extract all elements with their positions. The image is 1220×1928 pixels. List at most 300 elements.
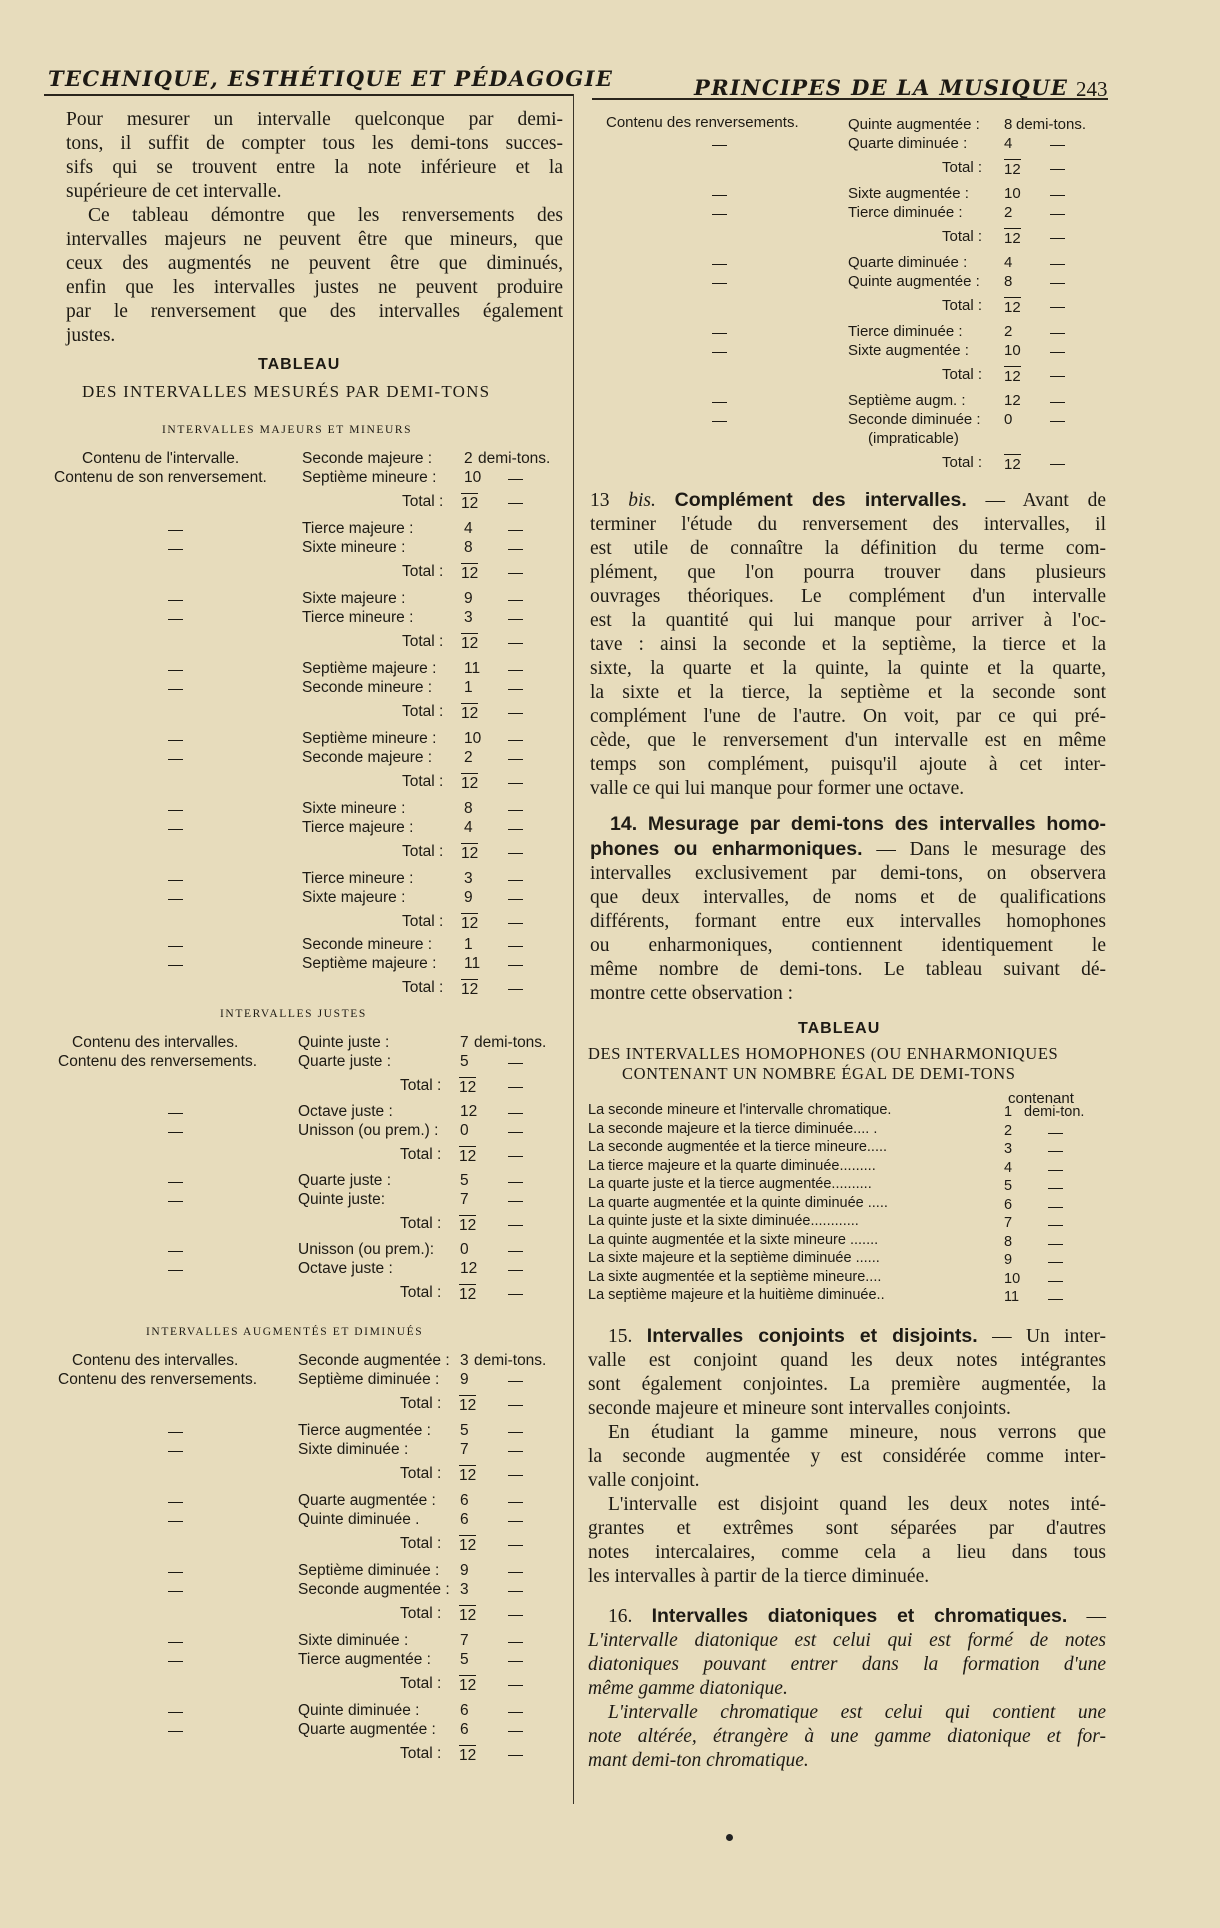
ditto-dash [508, 783, 523, 784]
interval-semitones: 5 [460, 1053, 469, 1070]
interval-name: Octave juste : [298, 1260, 393, 1277]
intro-paragraph [66, 108, 563, 348]
interval-name: Sixte mineure : [302, 800, 406, 817]
interval-semitones: 8 [1004, 273, 1013, 290]
interval-name: Tierce diminuée : [848, 323, 963, 340]
header-rule-left [44, 94, 574, 96]
ditto-dash [508, 1182, 523, 1183]
total-label: Total : [402, 773, 444, 790]
interval-name: Seconde diminuée : [848, 411, 981, 428]
homophone-pair: La sixte majeure et la septième diminuée ...... [588, 1250, 880, 1266]
section-number: 15. [608, 1326, 633, 1347]
homophone-pair: La seconde mineure et l'intervalle chromatique. [588, 1102, 892, 1118]
ditto-dash [508, 1591, 523, 1592]
ditto-dash [1048, 1188, 1063, 1189]
interval-name: Unisson (ou prem.): [298, 1241, 435, 1258]
ditto-dash [508, 549, 523, 550]
total-label: Total : [402, 493, 444, 510]
ditto-dash [1050, 169, 1065, 170]
total-value: 12 [459, 1607, 477, 1624]
interval-semitones: 3 [460, 1581, 469, 1598]
interval-name: Septième mineure : [302, 730, 437, 747]
ditto-dash [1050, 214, 1065, 215]
ditto-dash [508, 619, 523, 620]
ditto-dash [168, 880, 183, 881]
ditto-dash [508, 503, 523, 504]
ditto-dash [508, 1755, 523, 1756]
interval-name: Seconde mineure : [302, 936, 433, 953]
ditto-dash [508, 530, 523, 531]
interval-semitones: 10 [1004, 342, 1021, 359]
text-fragment: — Dans le mesurage des [876, 839, 1107, 860]
interval-semitones: 10 [1004, 185, 1021, 202]
interval-semitones: 4 [464, 819, 473, 836]
ditto-dash [168, 600, 183, 601]
text-line: même nombre de demi-tons. Le tableau suivant dé- [590, 959, 1106, 980]
ditto-dash [508, 1572, 523, 1573]
ditto-dash [508, 1156, 523, 1157]
interval-name: Quarte juste : [298, 1172, 392, 1189]
homophone-pair: La quinte juste et la sixte diminuée............ [588, 1213, 859, 1229]
total-label: Total : [400, 1465, 442, 1482]
label-contenu-renversement: Contenu des renversements. [58, 1053, 258, 1070]
homophone-pair: La quarte augmentée et la quinte diminuée ..... [588, 1194, 888, 1211]
interval-name: Seconde majeure : [302, 749, 433, 766]
interval-name: Quarte juste : [298, 1053, 392, 1070]
interval-name: Sixte diminuée : [298, 1441, 409, 1458]
demi-tons-label: demi-tons. [478, 450, 551, 467]
ditto-dash [508, 740, 523, 741]
ditto-dash [168, 740, 183, 741]
interval-name: Quinte juste : [298, 1034, 390, 1051]
section-15 [588, 1324, 1106, 1589]
ditto-dash [1050, 264, 1065, 265]
text-line: L'intervalle est disjoint quand les deux notes inté- [608, 1494, 1106, 1515]
semitone-count: 9 [1004, 1252, 1013, 1268]
ditto-dash [712, 145, 727, 146]
interval-semitones: 12 [460, 1103, 478, 1120]
ditto-dash [1048, 1170, 1063, 1171]
ditto-dash [508, 670, 523, 671]
ditto-dash [508, 1113, 523, 1114]
text-line [608, 1604, 1106, 1629]
total-label: Total : [400, 1745, 442, 1762]
ditto-dash [168, 1201, 183, 1202]
ditto-dash [168, 1642, 183, 1643]
ditto-dash [1050, 145, 1065, 146]
section-bis: bis. [628, 490, 656, 511]
section-justes: INTERVALLES JUSTES [220, 1008, 367, 1020]
ditto-dash [1050, 376, 1065, 377]
text-line: différents, formant entre eux intervalles homophones [590, 911, 1106, 932]
text-line: la sixte et la tierce, la septième et la seconde sont [590, 682, 1106, 703]
ditto-dash [168, 1661, 183, 1662]
ditto-dash [168, 1521, 183, 1522]
total-value: 12 [1004, 230, 1021, 247]
ditto-dash [508, 1294, 523, 1295]
ditto-dash [168, 965, 183, 966]
homophone-pair: La quinte augmentée et la sixte mineure ....... [588, 1231, 879, 1248]
section-title-part: 14. Mesurage par demi-tons des intervalles homo- [610, 813, 1106, 835]
ditto-dash [508, 1251, 523, 1252]
interval-semitones: 7 [460, 1191, 469, 1208]
ditto-dash [712, 283, 727, 284]
text-line: temps son complément, puisqu'il ajoute à cet inter- [590, 754, 1106, 775]
ditto-dash [508, 1685, 523, 1686]
ditto-dash [168, 1572, 183, 1573]
text-line: intervalles majeurs ne peuvent être que mineurs, que [66, 229, 563, 250]
impracticable-note: (impraticable) [868, 430, 959, 447]
ditto-dash [508, 853, 523, 854]
label-contenu-renversement: Contenu de son renversement. [54, 469, 267, 486]
interval-name: Tierce majeure : [302, 819, 414, 836]
header-rule-right [592, 98, 1108, 100]
interval-semitones: 0 [1004, 411, 1013, 428]
interval-semitones: 2 [464, 749, 473, 766]
section-title: Complément des intervalles. [674, 489, 967, 511]
text-line: tave : ainsi la seconde et la septième, la tierce et la [590, 634, 1106, 655]
interval-name: Seconde mineure : [302, 679, 433, 696]
total-label: Total : [402, 913, 444, 930]
interval-semitones: 10 [464, 469, 482, 486]
interval-semitones: 4 [464, 520, 473, 537]
ditto-dash [508, 1545, 523, 1546]
total-label: Total : [400, 1395, 442, 1412]
interval-name: Tierce augmentée : [298, 1651, 431, 1668]
running-head-left: TECHNIQUE, ESTHÉTIQUE ET PÉDAGOGIE [48, 66, 614, 91]
interval-name: Tierce mineure : [302, 609, 414, 626]
ditto-dash [712, 195, 727, 196]
interval-semitones: 7 [460, 1441, 469, 1458]
text-line: est la quantité qui lui manque pour arriver à l'oc- [590, 610, 1106, 631]
ditto-dash [168, 810, 183, 811]
ditto-dash [168, 1113, 183, 1114]
text-line: par le renversement que des intervalles également [66, 301, 563, 322]
ditto-dash [508, 1521, 523, 1522]
ditto-dash [712, 352, 727, 353]
interval-semitones: 5 [460, 1422, 469, 1439]
section-number: 16. [608, 1606, 633, 1627]
ditto-dash [1048, 1151, 1063, 1152]
ditto-dash [508, 1432, 523, 1433]
interval-name: Tierce augmentée : [298, 1422, 431, 1439]
total-value: 12 [1004, 299, 1021, 316]
text-fragment: — [1086, 1606, 1107, 1627]
interval-semitones: 5 [460, 1172, 469, 1189]
ditto-dash [1050, 333, 1065, 334]
ditto-dash [1048, 1281, 1063, 1282]
interval-semitones: 8 [464, 800, 473, 817]
total-label: Total : [942, 454, 983, 471]
total-value: 12 [459, 1397, 477, 1414]
ditto-dash [1050, 195, 1065, 196]
interval-name: Sixte mineure : [302, 539, 406, 556]
homophone-pair: La seconde augmentée et la tierce mineure..... [588, 1139, 888, 1155]
interval-name: Unisson (ou prem.) : [298, 1122, 439, 1139]
text-line: valle ce qui lui manque pour former une octave. [590, 778, 965, 799]
text-line: sixte, la quarte et la quinte, la quinte et la quarte, [590, 658, 1106, 679]
ditto-dash [168, 1132, 183, 1133]
label-contenu: Contenu de l'intervalle. [82, 450, 240, 467]
text-line: complément l'une de l'autre. On voit, par ce qui pré- [590, 706, 1106, 727]
table2-subtitle-1: DES INTERVALLES HOMOPHONES (OU ENHARMONIQUES [588, 1044, 1059, 1063]
interval-semitones: 3 [464, 609, 473, 626]
ditto-dash [168, 1502, 183, 1503]
text-line: ouvrages théoriques. Le complément d'un intervalle [590, 586, 1106, 607]
total-label: Total : [402, 633, 444, 650]
interval-semitones: 3 [464, 870, 473, 887]
ditto-dash [508, 1381, 523, 1382]
demi-tons-label: demi-tons. [474, 1034, 547, 1051]
ditto-dash [508, 1642, 523, 1643]
ditto-dash [168, 1182, 183, 1183]
total-value: 12 [1004, 456, 1021, 473]
ditto-dash [508, 1502, 523, 1503]
ditto-dash [508, 1201, 523, 1202]
label-contenu-renversement: Contenu des renversements. [58, 1371, 258, 1388]
ditto-dash [1048, 1225, 1063, 1226]
text-line: terminer l'étude du renversement des intervalles, il [590, 514, 1106, 535]
ditto-dash [712, 402, 727, 403]
total-value: 12 [461, 635, 479, 652]
interval-semitones: 6 [460, 1702, 469, 1719]
interval-name: Tierce majeure : [302, 520, 414, 537]
total-value: 12 [459, 1286, 477, 1303]
total-label: Total : [942, 366, 983, 383]
interval-name: Quinte augmentée : [848, 273, 980, 290]
ditto-dash [1048, 1299, 1063, 1300]
homophone-pair: La septième majeure et la huitième diminuée.. [588, 1287, 885, 1303]
ditto-dash [168, 1251, 183, 1252]
interval-name: Sixte diminuée : [298, 1632, 409, 1649]
interval-name: Sixte augmentée : [848, 342, 969, 359]
ditto-dash [508, 600, 523, 601]
semitone-count: 4 [1004, 1159, 1013, 1176]
ditto-dash [168, 1270, 183, 1271]
total-value: 12 [1004, 161, 1021, 178]
ditto-dash [1048, 1244, 1063, 1245]
text-line: que deux intervalles, de noms et de qualifications [590, 887, 1106, 908]
ditto-dash [508, 965, 523, 966]
text-line: tons, il suffit de compter tous les demi-tons succes- [66, 133, 563, 154]
total-label: Total : [400, 1284, 442, 1301]
interval-semitones: 7 [460, 1034, 469, 1051]
interval-semitones: 0 [460, 1122, 469, 1139]
ditto-dash [1050, 238, 1065, 239]
total-label: Total : [400, 1535, 442, 1552]
total-label: Total : [400, 1605, 442, 1622]
interval-semitones: 12 [460, 1260, 478, 1277]
interval-semitones: 9 [460, 1562, 469, 1579]
interval-name: Sixte majeure : [302, 590, 406, 607]
interval-semitones: 3 [460, 1352, 469, 1369]
text-line: ou enharmoniques, contiennent identiquement le [590, 935, 1106, 956]
total-value: 12 [459, 1747, 477, 1764]
interval-name: Seconde majeure : [302, 450, 433, 467]
interval-semitones: 4 [1004, 135, 1013, 152]
text-line: notes intercalaires, comme cela a lieu dans tous [588, 1542, 1106, 1563]
ditto-dash [508, 713, 523, 714]
text-line: Pour mesurer un intervalle quelconque par demi- [66, 109, 563, 130]
ditto-dash [1050, 464, 1065, 465]
text-line: les intervalles à partir de la tierce diminuée. [588, 1566, 930, 1587]
text-line: En étudiant la gamme mineure, nous verrons que [608, 1422, 1106, 1443]
ditto-dash [508, 689, 523, 690]
interval-name: Quarte augmentée : [298, 1721, 436, 1738]
text-line [590, 837, 1106, 862]
interval-name: Quinte augmentée : [848, 116, 980, 133]
text-line: intervalles exclusivement par demi-tons, on observera [590, 863, 1106, 884]
total-label: Total : [942, 297, 983, 314]
ditto-dash [508, 1661, 523, 1662]
total-label: Total : [402, 843, 444, 860]
ditto-dash [1048, 1133, 1063, 1134]
interval-semitones: 0 [460, 1241, 469, 1258]
interval-semitones: 6 [460, 1492, 469, 1509]
ditto-dash [508, 880, 523, 881]
ditto-dash [1048, 1262, 1063, 1263]
interval-name: Octave juste : [298, 1103, 393, 1120]
text-line: la seconde augmentée y est considérée comme inter- [588, 1446, 1106, 1467]
ditto-dash [508, 759, 523, 760]
semitone-count: 7 [1004, 1215, 1013, 1231]
total-label: Total : [402, 563, 444, 580]
interval-semitones: 1 [464, 679, 473, 696]
text-line: Ce tableau démontre que les renversements des [88, 205, 563, 226]
text-line: même gamme diatonique. [588, 1678, 788, 1699]
demi-ton-label: demi-ton. [1024, 1104, 1085, 1120]
interval-semitones: 8 [1004, 116, 1013, 133]
semitone-count: 3 [1004, 1141, 1013, 1157]
semitone-count: 6 [1004, 1196, 1013, 1213]
ditto-dash [508, 1063, 523, 1064]
ditto-dash [508, 1615, 523, 1616]
total-value: 12 [459, 1677, 477, 1694]
interval-name: Septième diminuée : [298, 1562, 440, 1579]
interval-semitones: 11 [464, 955, 481, 972]
section-title: Intervalles conjoints et disjoints. [646, 1325, 978, 1347]
ditto-dash [508, 1451, 523, 1452]
total-value: 12 [461, 915, 479, 932]
section-16 [588, 1604, 1106, 1773]
ditto-dash [508, 1225, 523, 1226]
table1-subtitle: DES INTERVALLES MESURÉS PAR DEMI-TONS [82, 382, 491, 401]
interval-semitones: 10 [464, 730, 482, 747]
interval-semitones: 6 [460, 1511, 469, 1528]
interval-name: Seconde augmentée : [298, 1352, 450, 1369]
text-line [608, 1324, 1106, 1349]
text-line: valle conjoint. [588, 1470, 700, 1491]
text-line: cède, que le renversement d'un intervalle est en même [590, 730, 1106, 751]
interval-name: Seconde augmentée : [298, 1581, 450, 1598]
ditto-dash [168, 1712, 183, 1713]
total-label: Total : [942, 228, 983, 245]
interval-semitones: 7 [460, 1632, 469, 1649]
ditto-dash [508, 946, 523, 947]
total-label: Total : [400, 1675, 442, 1692]
ditto-dash [508, 1132, 523, 1133]
demi-tons-label: demi-tons. [1016, 116, 1087, 133]
ditto-dash [508, 573, 523, 574]
section-title [610, 812, 1106, 837]
table2-subtitle-2: CONTENANT UN NOMBRE ÉGAL DE DEMI-TONS [622, 1064, 1016, 1083]
total-label: Total : [402, 979, 444, 996]
section-aug-dim: INTERVALLES AUGMENTÉS ET DIMINUÉS [146, 1326, 424, 1338]
ditto-dash [168, 1451, 183, 1452]
semitone-count: 5 [1004, 1178, 1013, 1194]
demi-tons-label: demi-tons. [474, 1352, 547, 1369]
total-value: 12 [461, 981, 479, 998]
ditto-dash [508, 1731, 523, 1732]
interval-name: Septième majeure : [302, 955, 437, 972]
homophone-pair: La tierce majeure et la quarte diminuée......... [588, 1157, 876, 1174]
ditto-dash [508, 923, 523, 924]
interval-name: Tierce diminuée : [848, 204, 963, 221]
interval-semitones: 12 [1004, 392, 1021, 409]
ditto-dash [508, 1712, 523, 1713]
column-rule [573, 94, 574, 1804]
section-title-part: phones ou enharmoniques. [590, 838, 863, 860]
text-line: L'intervalle diatonique est celui qui est formé de notes [588, 1630, 1106, 1651]
ditto-dash [168, 619, 183, 620]
total-label: Total : [400, 1215, 442, 1232]
interval-name: Quarte diminuée : [848, 254, 968, 271]
ditto-dash [508, 1405, 523, 1406]
total-label: Total : [942, 159, 983, 176]
interval-semitones: 11 [464, 660, 481, 677]
interval-semitones: 5 [460, 1651, 469, 1668]
ditto-dash [712, 333, 727, 334]
ditto-dash [508, 1270, 523, 1271]
interval-semitones: 9 [464, 889, 473, 906]
semitone-count: 2 [1004, 1122, 1013, 1139]
ditto-dash [712, 214, 727, 215]
interval-name: Septième augm. : [848, 392, 966, 409]
interval-name: Quinte juste: [298, 1191, 386, 1208]
total-value: 12 [459, 1148, 477, 1165]
total-value: 12 [459, 1217, 477, 1234]
ditto-dash [712, 264, 727, 265]
section-number: 13 [590, 490, 610, 511]
ditto-dash [508, 1475, 523, 1476]
interval-semitones: 2 [1004, 204, 1013, 221]
ditto-dash [168, 670, 183, 671]
ditto-dash [168, 549, 183, 550]
ditto-dash [1050, 421, 1065, 422]
semitone-count: 10 [1004, 1270, 1021, 1287]
total-value: 12 [459, 1079, 477, 1096]
label-contenu: Contenu des intervalles. [72, 1034, 239, 1051]
ditto-dash [168, 946, 183, 947]
ditto-dash [1050, 307, 1065, 308]
ditto-dash [168, 530, 183, 531]
label-contenu: Contenu des intervalles. [72, 1352, 239, 1369]
text-line: enfin que les intervalles justes ne peuvent produire [66, 277, 563, 298]
interval-name: Septième diminuée : [298, 1371, 440, 1388]
homophone-pair: La quarte juste et la tierce augmentée.......... [588, 1176, 872, 1192]
total-label: Total : [402, 703, 444, 720]
ditto-dash [712, 421, 727, 422]
page-number: 243 [1076, 77, 1108, 101]
total-value: 12 [1004, 368, 1021, 385]
interval-name: Quinte diminuée : [298, 1702, 420, 1719]
interval-name: Quarte diminuée : [848, 135, 968, 152]
text-line: montre cette observation : [590, 983, 794, 1004]
text-line: L'intervalle chromatique est celui qui contient une [608, 1702, 1106, 1723]
ditto-dash [508, 479, 523, 480]
ditto-dash [168, 1432, 183, 1433]
text-line: est utile de connaître la définition du terme com- [590, 538, 1106, 559]
